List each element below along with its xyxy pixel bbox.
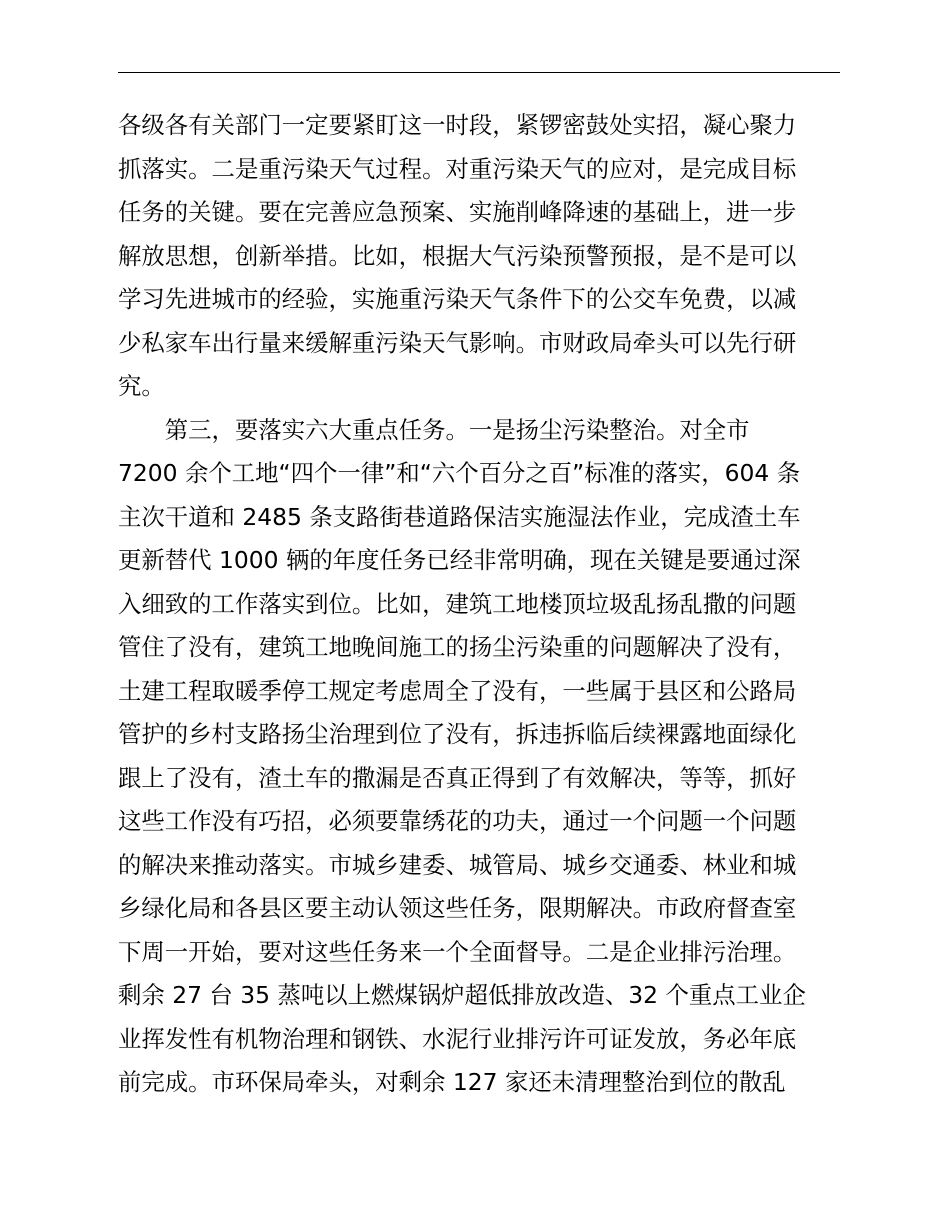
text-line: 入细致的工作落实到位。比如，建筑工地楼顶垃圾乱扬乱撒的问题 xyxy=(118,589,797,618)
header-rule xyxy=(118,72,840,73)
text-line: 7200 余个工地“四个一律”和“六个百分之百”标准的落实，604 条 xyxy=(118,459,801,487)
text-line: 的解决来推动落实。市城乡建委、城管局、城乡交通委、林业和城 xyxy=(118,850,797,879)
text-line: 少私家车出行量来缓解重污染天气影响。市财政局牵头可以先行研 xyxy=(118,328,797,357)
paragraph-start-line: 第三，要落实六大重点任务。一是扬尘污染整治。对全市 xyxy=(118,415,750,444)
text-line: 下周一开始，要对这些任务来一个全面督导。二是企业排污治理。 xyxy=(118,937,797,966)
text-line: 土建工程取暖季停工规定考虑周全了没有，一些属于县区和公路局 xyxy=(118,676,797,705)
text-line: 更新替代 1000 辆的年度任务已经非常明确，现在关键是要通过深 xyxy=(118,546,801,574)
text-line: 乡绿化局和各县区要主动认领这些任务，限期解决。市政府督查室 xyxy=(118,894,797,922)
body-text xyxy=(118,104,842,1105)
text-line: 业挥发性有机物治理和钢铁、水泥行业排污许可证发放，务必年底 xyxy=(118,1024,797,1053)
text-line: 前完成。市环保局牵头，对剩余 127 家还未清理整治到位的散乱 xyxy=(118,1068,786,1096)
text-line: 解放思想，创新举措。比如，根据大气污染预警预报，是不是可以 xyxy=(118,241,797,270)
text-line: 这些工作没有巧招，必须要靠绣花的功夫，通过一个问题一个问题 xyxy=(118,807,797,835)
text-line: 任务的关键。要在完善应急预案、实施削峰降速的基础上，进一步 xyxy=(118,198,797,226)
text-line: 剩余 27 台 35 蒸吨以上燃煤锅炉超低排放改造、32 个重点工业企 xyxy=(118,981,806,1009)
text-line: 管护的乡村支路扬尘治理到位了没有，拆违拆临后续裸露地面绿化 xyxy=(118,720,797,748)
text-line: 学习先进城市的经验，实施重污染天气条件下的公交车免费，以减 xyxy=(118,285,797,313)
text-line: 管住了没有，建筑工地晚间施工的扬尘污染重的问题解决了没有， xyxy=(118,633,797,661)
text-line: 抓落实。二是重污染天气过程。对重污染天气的应对，是完成目标 xyxy=(118,154,797,183)
text-line: 跟上了没有，渣土车的撒漏是否真正得到了有效解决，等等，抓好 xyxy=(118,763,797,792)
text-line: 各级各有关部门一定要紧盯这一时段，紧锣密鼓处实招，凝心聚力 xyxy=(118,111,797,139)
text-line: 究。 xyxy=(118,372,165,400)
text-line: 主次干道和 2485 条支路街巷道路保洁实施湿法作业，完成渣土车 xyxy=(118,502,801,531)
